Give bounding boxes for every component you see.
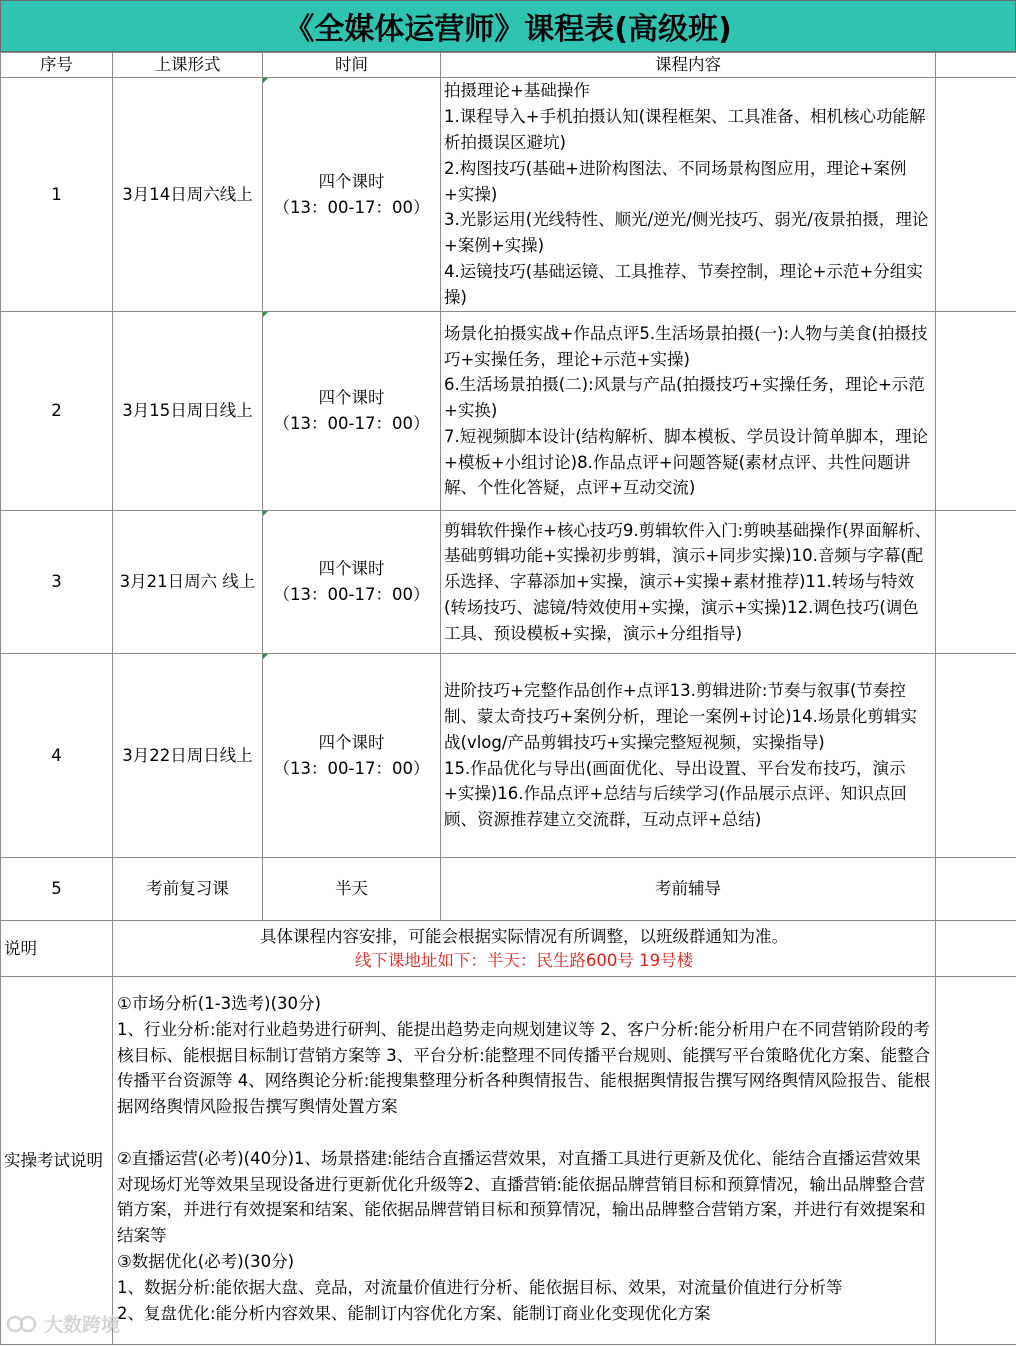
row-mode: 3月22日周日线上 — [113, 654, 263, 858]
time-range: （13：00-17：00） — [273, 197, 430, 217]
note-extra — [936, 921, 1016, 977]
offline-address: 线下课地址如下：半天：民生路600号 19号楼 — [354, 950, 694, 970]
row-content — [441, 858, 936, 921]
row-extra — [936, 511, 1016, 654]
row-mode: 3月21日周六 线上 — [113, 511, 263, 654]
row-extra — [936, 858, 1016, 921]
row-extra — [936, 78, 1016, 312]
time-range: （13：00-17：00） — [273, 414, 430, 433]
exam-section-title: ③数据优化(必考)(30分) — [117, 1251, 295, 1271]
watermark-text: 大数跨境 — [44, 1314, 121, 1336]
table-row — [1, 312, 1016, 511]
schedule-table — [0, 52, 1016, 1345]
row-index: 4 — [1, 654, 113, 858]
cell-marker-icon — [263, 312, 268, 317]
exam-section-body: ②直播运营(必考)(40分)1、场景搭建:能结合直播运营效果，对直播工具进行更新及优化、能结合直播运营效果对现场灯光等效果呈现设备进行更新优化升级等2、直播营销:能依据品牌营销目标和预算情况，输出品牌整合营销方案，并进行有效提案和结案、能依据品牌营销目标和预算情况，输出品牌整合营销方案，并进行有效提案和结案等 — [117, 1148, 926, 1246]
exam-extra — [936, 977, 1016, 1345]
row-index: 2 — [1, 312, 113, 511]
table-row — [1, 654, 1016, 858]
row-content — [441, 312, 936, 511]
content-line: 7.短视频脚本设计(结构解析、脚本模板、学员设计简单脚本，理论+模板+小组讨论)8.作品点评+问题答疑(素材点评、共性问题讲解、个性化答疑，点评+互动交流) — [444, 426, 929, 498]
table-row — [1, 78, 1016, 312]
watermark — [6, 1310, 120, 1337]
exam-section-body: 1、行业分析:能对行业趋势进行研判、能提出趋势走向规划建议等 2、客户分析:能分析用户在不同营销阶段的考核目标、能根据目标制订营销方案等 3、平台分析:能整理不同传播平台规则、能撰写平台策略优化方案、能整合传播平台资源等 4、网络舆论分析:能搜集整理分析各种舆情报告、能根据舆情报告撰写网络舆情风险报告、能根据网络舆情风险报告撰写舆情处置方案 — [117, 1019, 931, 1117]
exam-label: 实操考试说明 — [1, 977, 113, 1345]
content-line: 场景化拍摄实战+作品点评5.生活场景拍摄(一):人物与美食(拍摄技巧+实操任务，理论+示范+实操) — [444, 323, 928, 369]
row-extra — [936, 654, 1016, 858]
header-time: 时间 — [263, 53, 441, 78]
header-mode: 上课形式 — [113, 53, 263, 78]
content-line: 15.作品优化与导出(画面优化、导出设置、平台发布技巧，演示+实操)16.作品点评+总结与后续学习(作品展示点评、知识点回顾、资源推荐建立交流群，互动点评+总结) — [444, 758, 907, 830]
row-index: 5 — [1, 858, 113, 921]
row-content — [441, 654, 936, 858]
cell-marker-icon — [263, 78, 268, 83]
row-extra — [936, 312, 1016, 511]
exam-row — [1, 977, 1016, 1345]
note-text: 具体课程内容安排，可能会根据实际情况有所调整，以班级群通知为准。 — [260, 926, 788, 946]
note-row — [1, 921, 1016, 977]
exam-section-line: 2、复盘优化:能分析内容效果、能制订内容优化方案、能制订商业化变现优化方案 — [117, 1303, 711, 1323]
page-title: 《全媒体运营师》课程表(高级班) — [0, 0, 1016, 52]
header-index: 序号 — [1, 53, 113, 78]
content-line: 3.光影运用(光线特性、顺光/逆光/侧光技巧、弱光/夜景拍摄，理论+案例+实操) — [444, 210, 929, 256]
exam-content — [113, 977, 936, 1345]
row-time — [263, 511, 441, 654]
content-line: 剪辑软件操作+核心技巧9.剪辑软件入门:剪映基础操作(界面解析、基础剪辑功能+实操初步剪辑，演示+同步实操)10.音频与字幕(配乐选择、字幕添加+实操，演示+实操+素材推荐)11.转场与特效(转场技巧、滤镜/特效使用+实操，演示+实操)12.调色技巧(调色工具、预设模板+实操，演示+分组指导) — [444, 520, 932, 643]
cell-marker-icon — [263, 511, 268, 516]
content-line: 6.生活场景拍摄(二):风景与产品(拍摄技巧+实操任务，理论+示范+实换) — [444, 375, 925, 421]
table-row — [1, 858, 1016, 921]
time-range: （13：00-17：00） — [273, 758, 430, 778]
row-index: 1 — [1, 78, 113, 312]
row-mode: 3月15日周日线上 — [113, 312, 263, 511]
row-time — [263, 78, 441, 312]
time-range: （13：00-17：00） — [273, 585, 430, 604]
header-content: 课程内容 — [441, 53, 936, 78]
row-time — [263, 312, 441, 511]
cell-marker-icon — [263, 654, 268, 659]
header-extra — [936, 53, 1016, 78]
header-row — [1, 53, 1016, 78]
content-line: 进阶技巧+完整作品创作+点评13.剪辑进阶:节奏与叙事(节奏控制、蒙太奇技巧+案例分析，理论一案例+讨论)14.场景化剪辑实战(vlog/产品剪辑技巧+实操完整短视频，实操指导) — [444, 681, 917, 752]
row-content — [441, 78, 936, 312]
row-mode: 考前复习课 — [113, 858, 263, 921]
table-row — [1, 511, 1016, 654]
row-time — [263, 858, 441, 921]
note-label: 说明 — [1, 921, 113, 977]
row-content — [441, 511, 936, 654]
content-line: 4.运镜技巧(基础运镜、工具推荐、节奏控制，理论+示范+分组实操) — [444, 261, 923, 307]
time-hours: 四个课时 — [318, 732, 385, 752]
row-mode: 3月14日周六线上 — [113, 78, 263, 312]
time-hours: 四个课时 — [318, 388, 385, 407]
exam-section-title: ①市场分析(1-3选考)(30分) — [117, 994, 321, 1013]
content-line: 1.课程导入+手机拍摄认知(课程框架、工具准备、相机核心功能解析拍摄误区避坑) — [444, 107, 926, 152]
note-content — [113, 921, 936, 977]
time-hours: 四个课时 — [318, 559, 385, 578]
watermark-logo-icon — [6, 1313, 40, 1335]
time-hours: 四个课时 — [318, 171, 385, 191]
content-line: 拍摄理论+基础操作 — [444, 81, 590, 101]
exam-section-line: 1、数据分析:能依据大盘、竞品，对流量价值进行分析、能依据目标、效果，对流量价值进行分析等 — [117, 1277, 843, 1297]
row-time — [263, 654, 441, 858]
time-hours: 半天 — [335, 879, 368, 898]
content-line: 考前辅导 — [655, 879, 721, 898]
content-line: 2.构图技巧(基础+进阶构图法、不同场景构图应用，理论+案例+实操) — [444, 158, 907, 204]
row-index: 3 — [1, 511, 113, 654]
